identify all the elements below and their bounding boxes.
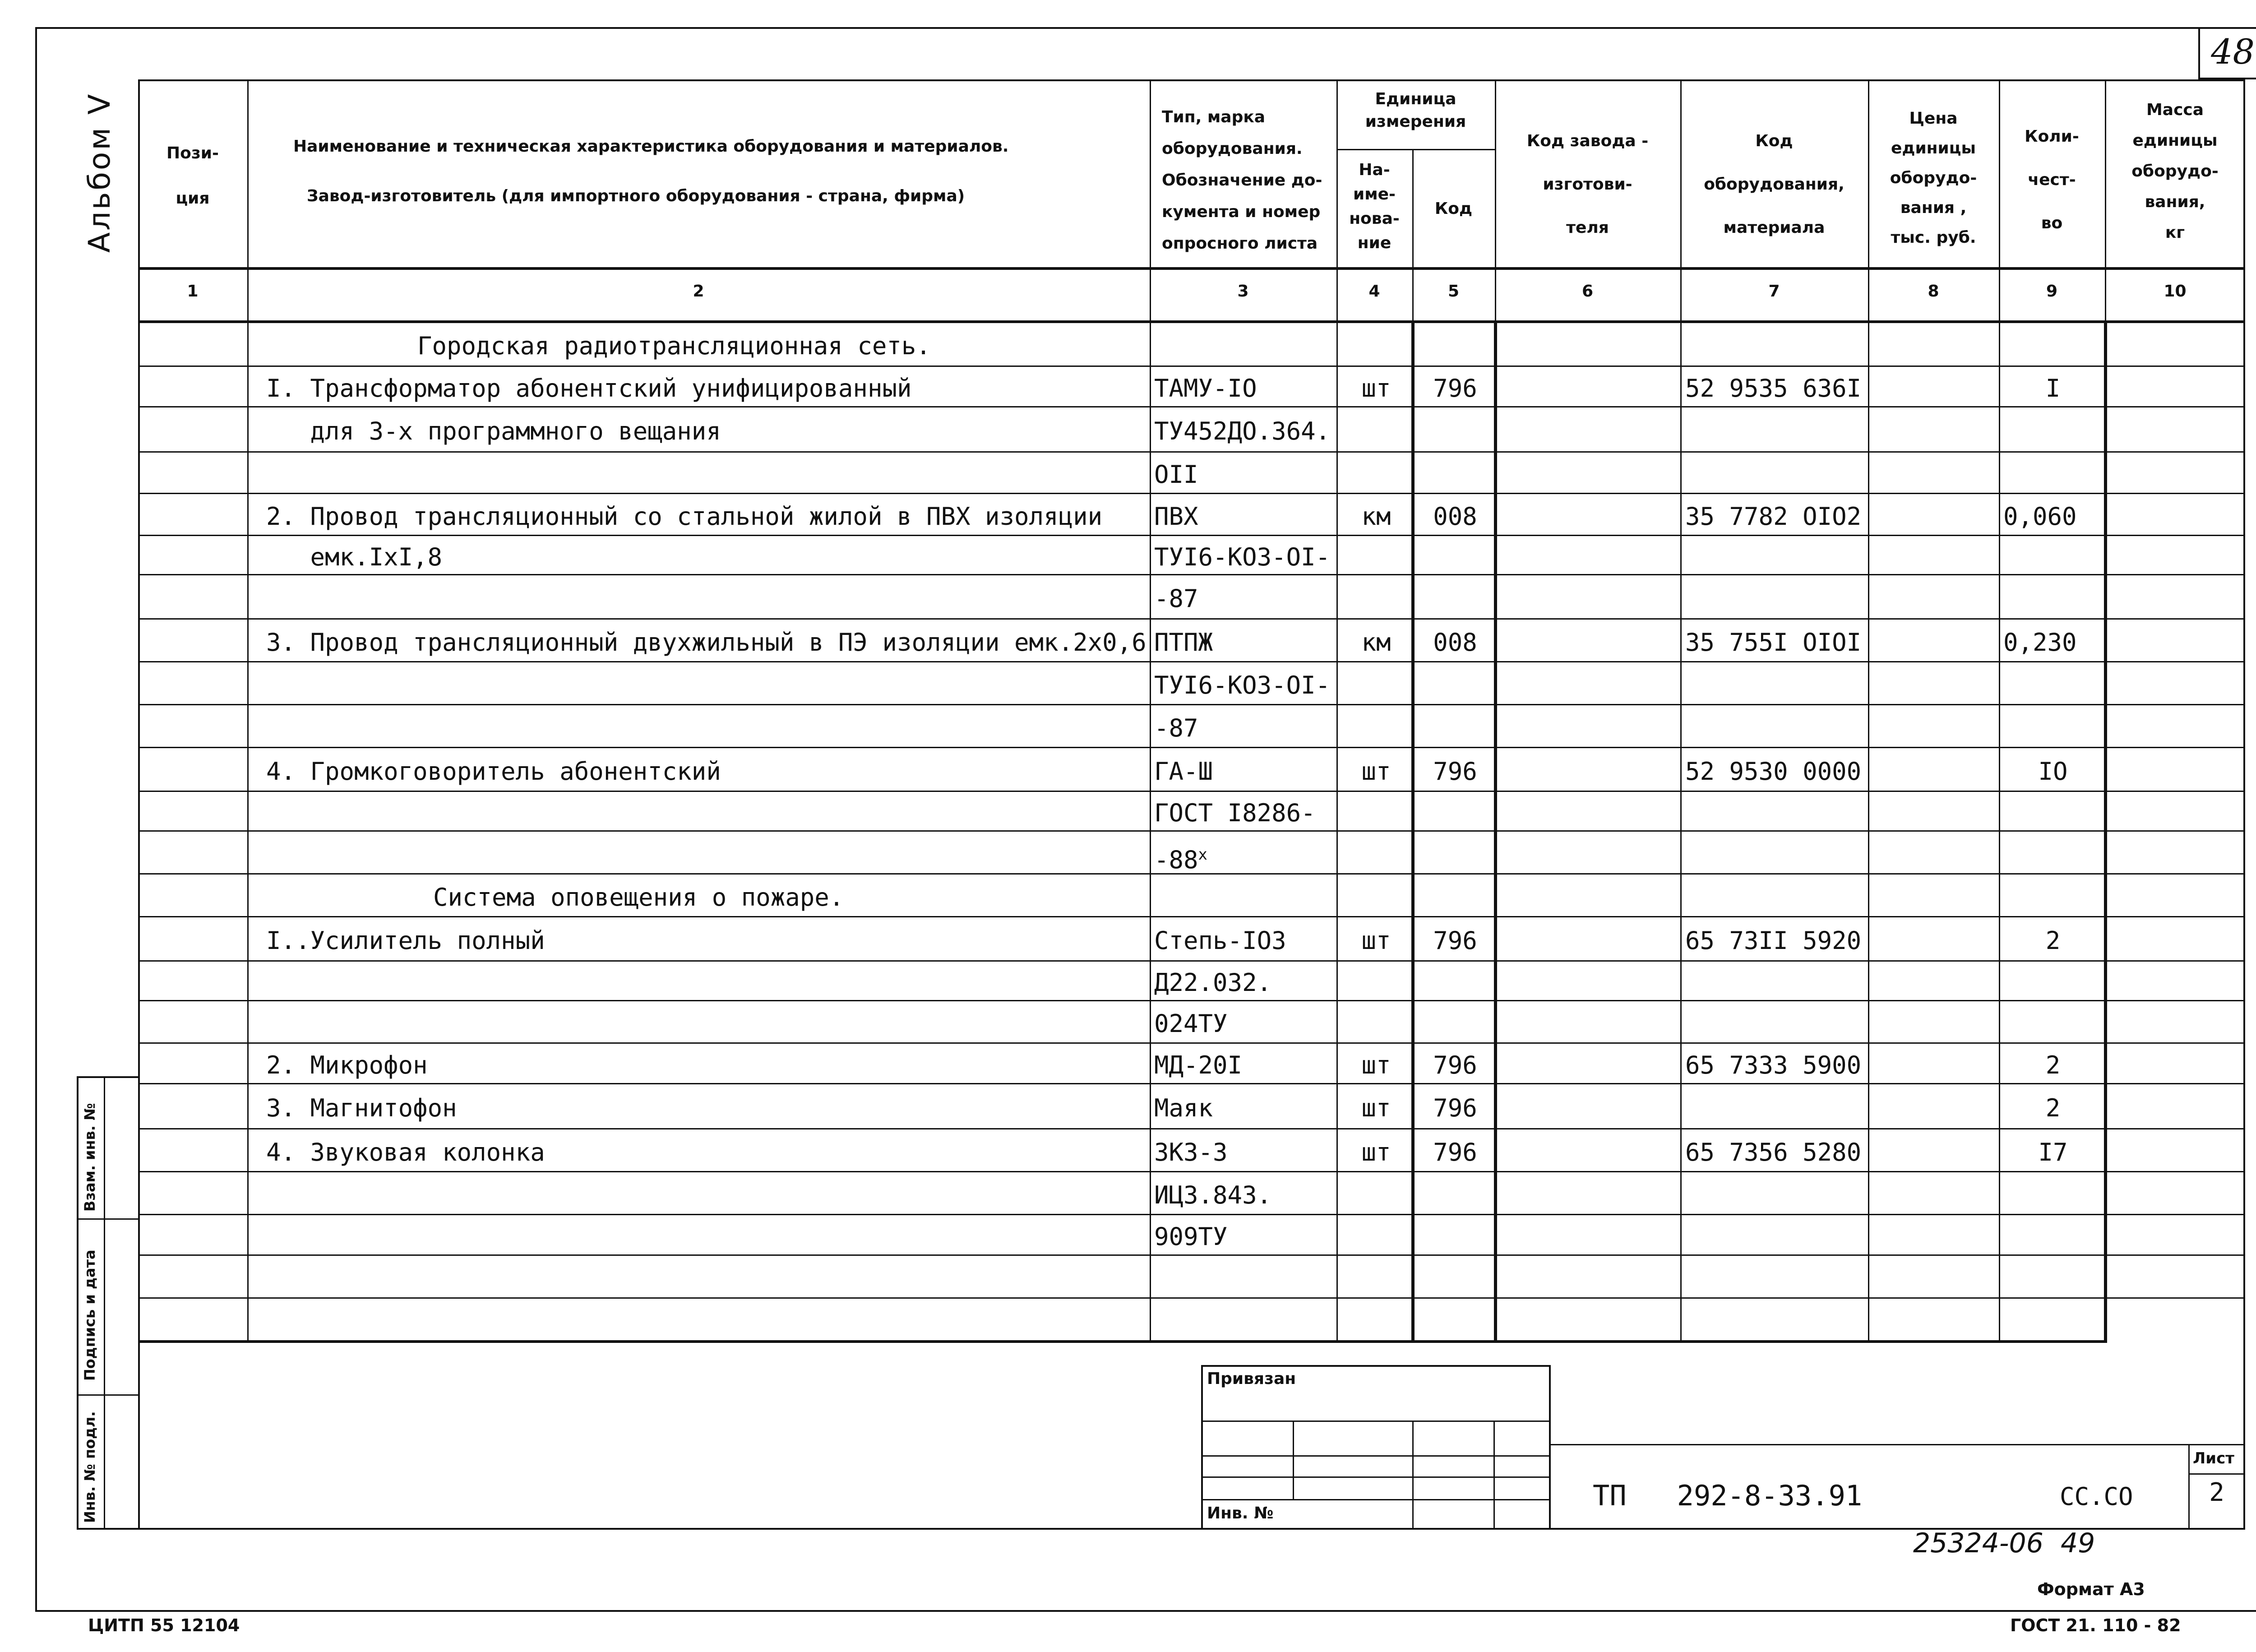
- list-label: Лист: [2193, 1449, 2234, 1467]
- inv-no-label: Инв. №: [1207, 1504, 1274, 1522]
- cell-mat: 52 9530 0000: [1685, 757, 1862, 786]
- cell-code: 796: [1433, 1094, 1477, 1122]
- album-label: Альбом V: [82, 92, 117, 253]
- col-number-7: 7: [1768, 282, 1780, 301]
- cell-type: МД-20I: [1154, 1051, 1243, 1079]
- side-stamp-line-2: [77, 1394, 140, 1396]
- header-col1: [138, 131, 247, 221]
- header-col45-line: Единица: [1375, 90, 1456, 108]
- header-col6-line: изготови-: [1543, 175, 1632, 194]
- row-line: [138, 451, 2245, 453]
- row-line: [138, 1297, 2245, 1299]
- row-line: [138, 1128, 2245, 1129]
- row-line: [138, 493, 2245, 494]
- cell-unit: шт: [1361, 1051, 1391, 1079]
- cell-type: OII: [1154, 460, 1198, 489]
- format-label: Формат А3: [2037, 1579, 2145, 1599]
- cell-type-superscript: x: [1198, 846, 1208, 864]
- cell-type: -88$^x$: [1154, 846, 1208, 874]
- cell-name: емк.IxI,8: [266, 543, 443, 571]
- cell-qty: 2: [2045, 926, 2061, 955]
- cell-code: 796: [1433, 374, 1477, 403]
- header-col9-line: чест-: [2028, 171, 2076, 189]
- row-line: [138, 366, 2245, 367]
- cell-qty: I: [2045, 374, 2061, 403]
- header-col3-line: опросного листа: [1162, 234, 1318, 253]
- cell-unit: шт: [1361, 1138, 1391, 1166]
- side-stamp-vzam: Взам. инв. №: [81, 1103, 98, 1212]
- header-col7-line: оборудования,: [1704, 175, 1845, 194]
- cell-type: ТУ452ДО.364.: [1154, 417, 1331, 445]
- cell-unit: шт: [1361, 374, 1391, 403]
- header-col10-line: вания,: [2145, 193, 2205, 211]
- cell-qty: 0,060: [2003, 502, 2077, 531]
- row-line: [138, 791, 2245, 792]
- header-col45: [1336, 88, 1495, 133]
- corner-number: 48: [2211, 32, 2255, 72]
- cell-unit: шт: [1361, 757, 1391, 786]
- doc-suffix: СС.СО: [2060, 1482, 2133, 1511]
- cell-code: 008: [1433, 628, 1477, 657]
- cell-type: ЗКЗ-3: [1154, 1138, 1228, 1166]
- cell-name: Система оповещения о пожаре.: [433, 883, 844, 912]
- col-number-9: 9: [2046, 282, 2058, 301]
- header-col6-line: теля: [1566, 218, 1609, 237]
- cell-mat: 35 7782 OIO2: [1685, 502, 1862, 531]
- header-col7-line: Код: [1755, 132, 1793, 150]
- cell-mat: 52 9535 636I: [1685, 374, 1862, 403]
- cell-type: Маяк: [1154, 1094, 1213, 1122]
- header-col8-line: вания ,: [1900, 199, 1967, 217]
- side-stamp-divider: [104, 1076, 105, 1530]
- cell-type: -87: [1154, 714, 1198, 742]
- privyazan-vline-1: [1293, 1421, 1294, 1499]
- header-col9-line: Коли-: [2025, 127, 2079, 146]
- row-line: [138, 916, 2245, 917]
- header-col10-line: Масса: [2146, 101, 2204, 119]
- header-col4-line: ние: [1357, 234, 1392, 252]
- cell-code: 796: [1433, 757, 1477, 786]
- header-col9-line: во: [2041, 214, 2063, 232]
- cell-qty: 0,230: [2003, 628, 2077, 657]
- privyazan-line-3: [1201, 1476, 1551, 1478]
- cell-type: ГОСТ I8286-: [1154, 799, 1316, 827]
- titleblock-top-line: [1551, 1444, 2245, 1445]
- header-col4-line: нова-: [1349, 209, 1400, 228]
- header-col7: [1680, 120, 1868, 250]
- row-line: [138, 406, 2245, 407]
- header-col3-line: Тип, марка: [1162, 108, 1266, 126]
- privyazan-vline-3: [1493, 1421, 1495, 1530]
- doc-code: ТП 292-8-33.91: [1593, 1479, 1863, 1512]
- cell-unit: шт: [1361, 1094, 1391, 1122]
- cell-name: I. Трансформатор абонентский унифицированный: [266, 374, 912, 403]
- cell-qty: 2: [2045, 1051, 2061, 1079]
- cell-qty: I7: [2038, 1138, 2068, 1166]
- privyazan-label: Привязан: [1207, 1370, 1296, 1388]
- header-col9: [1999, 115, 2105, 245]
- cell-mat: 65 73II 5920: [1685, 926, 1862, 955]
- cell-name: Городская радиотрансляционная сеть.: [417, 332, 931, 360]
- header-col2-line: Завод-изготовитель (для импортного оборудования - страна, фирма): [307, 187, 965, 205]
- row-line: [138, 1214, 2245, 1215]
- header-col6: [1495, 120, 1680, 250]
- header-col10: [2105, 95, 2245, 248]
- hline-table-bottom: [138, 1340, 2105, 1343]
- hline-numbers-bottom: [138, 320, 2245, 323]
- privyazan-line-2: [1201, 1455, 1551, 1457]
- col-number-3: 3: [1237, 282, 1249, 301]
- row-line: [138, 1042, 2245, 1044]
- cell-type: -87: [1154, 584, 1198, 613]
- bold-vline-col6: [1494, 321, 1497, 1343]
- cell-type: Степь-IO3: [1154, 926, 1286, 955]
- header-col10-line: оборудо-: [2131, 162, 2219, 180]
- cell-name: 3. Магнитофон: [266, 1094, 457, 1122]
- cell-type: ГА-Ш: [1154, 757, 1213, 786]
- row-line: [138, 618, 2245, 620]
- cell-name: 4. Громкоговоритель абонентский: [266, 757, 721, 786]
- header-col3-line: кумента и номер: [1162, 203, 1321, 221]
- header-col10-line: кг: [2165, 223, 2185, 242]
- cell-unit: км: [1361, 502, 1391, 531]
- header-col3-line: оборудования.: [1162, 139, 1303, 158]
- row-line: [138, 1254, 2245, 1256]
- cell-qty: 2: [2045, 1094, 2061, 1122]
- header-col45-line: измерения: [1365, 112, 1466, 131]
- cell-name: 2. Микрофон: [266, 1051, 428, 1079]
- col-number-10: 10: [2164, 282, 2187, 301]
- bold-vline-col10: [2104, 321, 2107, 1343]
- cell-mat: 35 755I OIOI: [1685, 628, 1862, 657]
- header-col1-line: Пози-: [166, 144, 219, 162]
- header-col8-line: тыс. руб.: [1891, 228, 1976, 247]
- bottom-left-code: ЦИТП 55 12104: [88, 1615, 240, 1635]
- header-col4: [1336, 158, 1412, 255]
- hline-header-bottom: [138, 267, 2245, 270]
- header-col4-line: На-: [1359, 161, 1390, 179]
- col-number-1: 1: [187, 282, 199, 301]
- cell-type: ПТПЖ: [1154, 628, 1213, 657]
- privyazan-line-1: [1201, 1421, 1551, 1422]
- cell-code: 796: [1433, 1051, 1477, 1079]
- side-stamp-line-1: [77, 1218, 140, 1220]
- gost-label: ГОСТ 21. 110 - 82: [2010, 1615, 2181, 1635]
- cell-name: 2. Провод трансляционный со стальной жилой в ПВХ изоляции: [266, 502, 1103, 531]
- cell-type: Д22.032.: [1154, 968, 1272, 997]
- bold-vline-col5: [1411, 321, 1415, 1343]
- header-col2-line: Наименование и техническая характеристика оборудования и материалов.: [293, 137, 1009, 156]
- cell-type: ПВХ: [1154, 502, 1198, 531]
- row-line: [138, 1000, 2245, 1001]
- header-col8-line: оборудо-: [1890, 169, 1977, 187]
- row-line: [138, 830, 2245, 832]
- header-col3-line: Обозначение до-: [1162, 171, 1322, 190]
- col-number-5: 5: [1447, 282, 1460, 301]
- cell-type: 909ТУ: [1154, 1222, 1228, 1251]
- cell-unit: км: [1361, 628, 1391, 657]
- col-number-6: 6: [1581, 282, 1594, 301]
- header-col8: [1868, 104, 1999, 253]
- cell-type: 024ТУ: [1154, 1009, 1228, 1038]
- privyazan-vline-2: [1412, 1421, 1414, 1530]
- header-col8-line: единицы: [1891, 139, 1976, 157]
- cell-type: ТУI6-КО3-OI-: [1154, 543, 1331, 571]
- header-col3: [1162, 102, 1333, 259]
- cell-name: для 3-х программного вещания: [266, 417, 721, 445]
- row-line: [138, 1171, 2245, 1172]
- cell-unit: шт: [1361, 926, 1391, 955]
- cell-mat: 65 7333 5900: [1685, 1051, 1862, 1079]
- cell-name: 3. Провод трансляционный двухжильный в ПЭ изоляции емк.2х0,6: [266, 628, 1146, 657]
- row-line: [138, 574, 2245, 575]
- cell-code: 796: [1433, 926, 1477, 955]
- cell-qty: IO: [2038, 757, 2068, 786]
- privyazan-line-4: [1201, 1499, 1551, 1500]
- cell-type: ТАМУ-IO: [1154, 374, 1257, 403]
- row-line: [138, 747, 2245, 748]
- handwritten-number: 25324-06 49: [1913, 1527, 2095, 1559]
- row-line: [138, 704, 2245, 705]
- header-col8-line: Цена: [1909, 109, 1958, 128]
- cell-code: 008: [1433, 502, 1477, 531]
- col-number-8: 8: [1928, 282, 1939, 301]
- header-col6-line: Код завода -: [1526, 132, 1649, 150]
- row-line: [138, 1083, 2245, 1084]
- header-col7-line: материала: [1723, 218, 1825, 237]
- row-line: [138, 960, 2245, 962]
- header-col4-line: име-: [1353, 185, 1396, 204]
- col-number-4: 4: [1368, 282, 1380, 301]
- header-col10-line: единицы: [2132, 131, 2218, 150]
- cell-name: 4. Звуковая колонка: [266, 1138, 545, 1166]
- col-number-2: 2: [693, 282, 704, 301]
- header-col2: [293, 122, 1142, 221]
- header-col1-line: ция: [176, 189, 210, 208]
- cell-type: ТУI6-КО3-OI-: [1154, 671, 1331, 699]
- cell-type: ИЦЗ.843.: [1154, 1181, 1272, 1209]
- list-number: 2: [2209, 1478, 2224, 1507]
- header-col5: Код: [1434, 199, 1473, 218]
- row-line: [138, 535, 2245, 536]
- cell-mat: 65 7356 5280: [1685, 1138, 1862, 1166]
- cell-code: 796: [1433, 1138, 1477, 1166]
- side-stamp-podpis: Подпись и дата: [81, 1249, 98, 1381]
- cell-name: I..Усилитель полный: [266, 926, 545, 955]
- list-box-line: [2188, 1473, 2245, 1475]
- side-stamp-inv-podl: Инв. № подл.: [81, 1411, 98, 1523]
- hline-unit-split: [1336, 149, 1495, 150]
- row-line: [138, 661, 2245, 662]
